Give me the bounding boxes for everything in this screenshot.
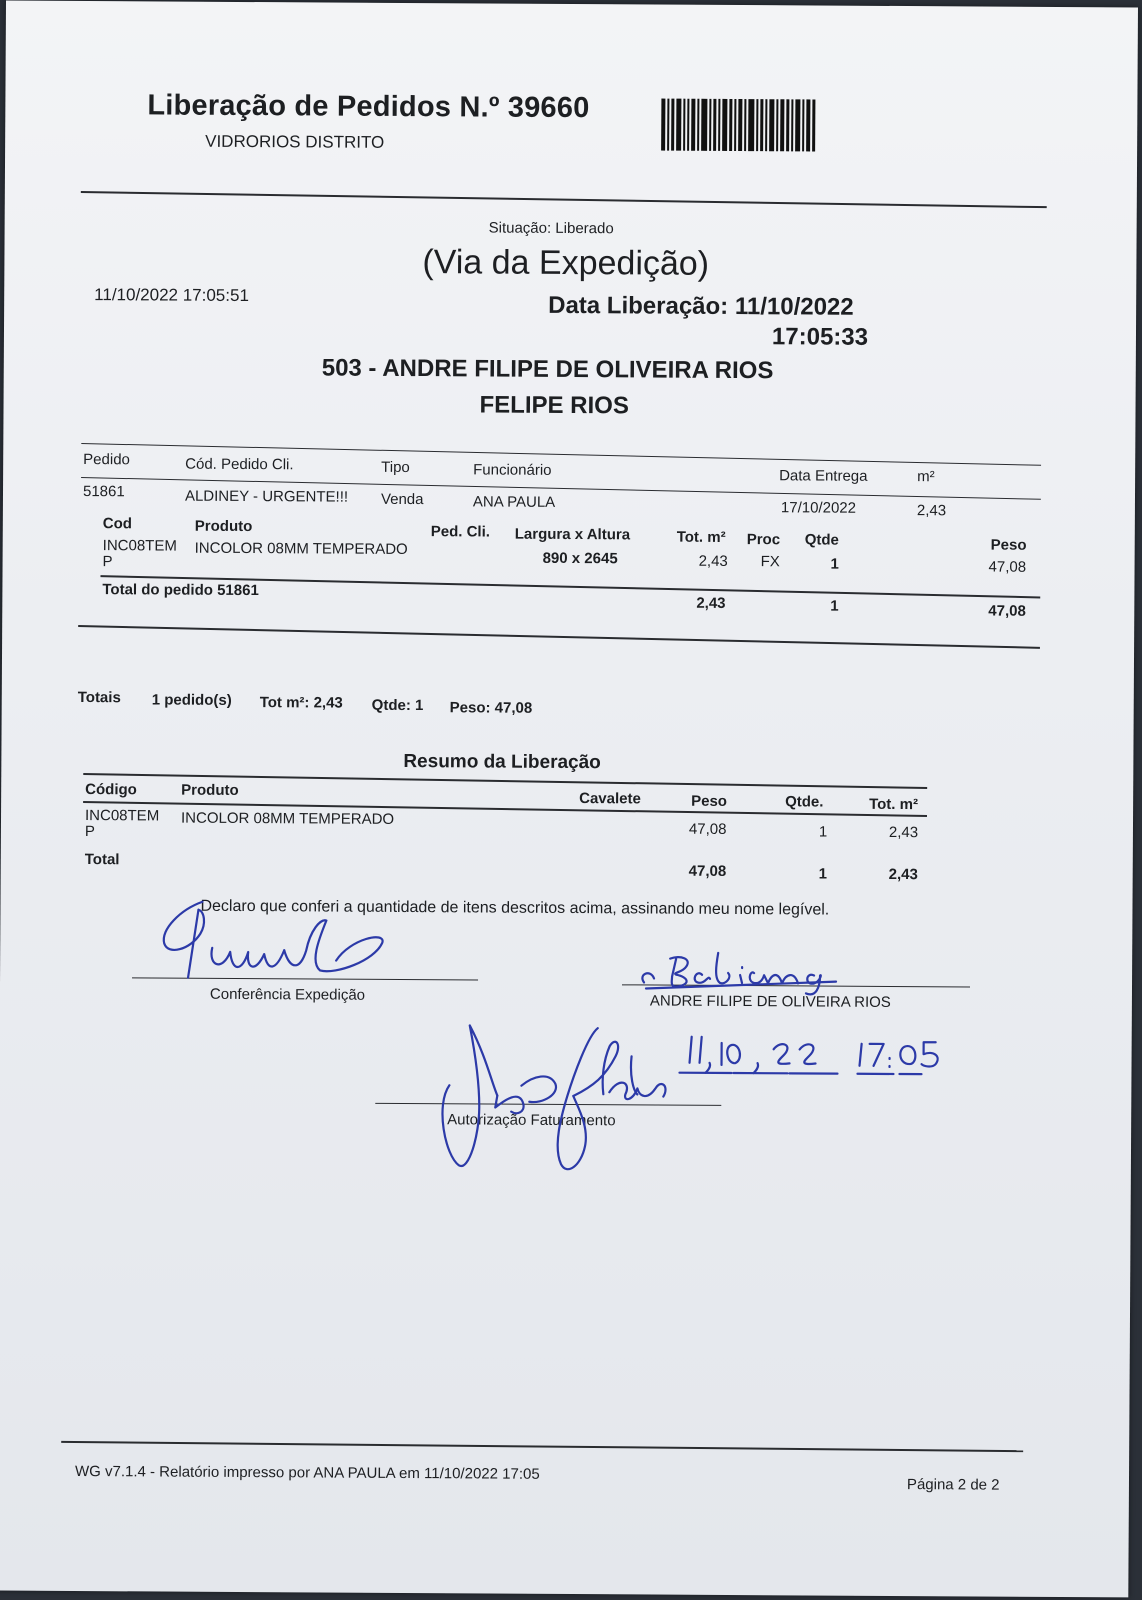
col-pedido: Pedido [83, 451, 130, 469]
totais-label: Totais [77, 688, 121, 707]
data-liberacao: Data Liberação: 11/10/2022 [548, 291, 854, 321]
item-produto: INCOLOR 08MM TEMPERADO [194, 539, 408, 559]
resumo-total-tot-m2: 2,43 [888, 865, 918, 884]
resumo-codigo-line2: P [84, 823, 96, 841]
cell-pedido: 51861 [82, 483, 125, 501]
resumo-col-cavalete: Cavalete [579, 790, 641, 808]
barcode [661, 99, 817, 152]
resumo-peso: 47,08 [688, 820, 727, 838]
col-tipo: Tipo [381, 458, 410, 477]
via-label: (Via da Expedição) [422, 243, 710, 283]
item-dimensoes: 890 x 2645 [542, 549, 618, 568]
resumo-qtde: 1 [818, 823, 828, 841]
resumo-codigo-line1: INC08TEM [84, 807, 160, 825]
col-proc: Proc [746, 531, 781, 549]
document-sheet [0, 1, 1138, 1598]
pedido-total-qtde: 1 [830, 597, 839, 615]
footer-page-number: Página 2 de 2 [906, 1476, 1000, 1494]
autorizacao-signature [425, 1015, 706, 1187]
item-cod-line1: INC08TEM [102, 537, 177, 555]
client-nickname: FELIPE RIOS [479, 391, 629, 420]
col-produto: Produto [194, 517, 253, 536]
conferencia-label: Conferência Expedição [209, 985, 366, 1004]
resumo-title: Resumo da Liberação [403, 750, 601, 774]
item-cod-line2: P [102, 553, 113, 571]
hora-liberacao: 17:05:33 [771, 323, 869, 351]
col-largura-altura: Largura x Altura [514, 525, 631, 544]
item-qtde: 1 [830, 555, 839, 573]
cell-tipo: Venda [380, 490, 424, 509]
col-m2: m² [917, 468, 935, 486]
footer-print-info: WG v7.1.4 - Relatório impresso por ANA PAULA em 11/10/2022 17:05 [74, 1462, 540, 1483]
totais-qtde: Qtde: 1 [371, 696, 424, 715]
col-peso: Peso [990, 536, 1027, 554]
handwritten-date-time [677, 1029, 957, 1087]
item-tot-m2: 2,43 [698, 552, 728, 570]
company-name: VIDRORIOS DISTRITO [205, 131, 385, 152]
conferencia-signature [150, 889, 411, 991]
header-divider [81, 191, 1047, 208]
client-name: 503 - ANDRE FILIPE DE OLIVEIRA RIOS [321, 354, 774, 385]
declaration-text: Declaro que conferi a quantidade de itens descritos acima, assinando meu nome legível. [200, 897, 830, 919]
cliente-signature [636, 944, 856, 997]
cell-funcionario: ANA PAULA [472, 493, 556, 511]
col-ped-cli: Ped. Cli. [430, 523, 491, 541]
resumo-total-label: Total [84, 851, 120, 869]
autorizacao-label: Autorização Faturamento [447, 1111, 616, 1130]
pedido-total-m2: 2,43 [696, 594, 726, 612]
col-tot-m2: Tot. m² [676, 528, 726, 546]
col-funcionario: Funcionário [473, 461, 552, 479]
totais-peso: Peso: 47,08 [449, 699, 533, 717]
resumo-col-qtde: Qtde. [785, 793, 824, 811]
item-peso: 47,08 [988, 558, 1027, 576]
totais-tot-m2: Tot m²: 2,43 [259, 694, 343, 712]
resumo-tot-m2: 2,43 [888, 823, 919, 842]
document-title: Liberação de Pedidos N.º 39660 [147, 89, 590, 125]
resumo-produto: INCOLOR 08MM TEMPERADO [180, 809, 395, 828]
resumo-col-tot-m2: Tot. m² [869, 795, 919, 814]
col-qtde: Qtde [804, 531, 839, 549]
print-timestamp: 11/10/2022 17:05:51 [94, 285, 249, 306]
cliente-label: ANDRE FILIPE DE OLIVEIRA RIOS [649, 992, 891, 1011]
resumo-total-qtde: 1 [818, 865, 828, 883]
situacao-label: Situação: Liberado [488, 219, 614, 238]
cell-data-entrega: 17/10/2022 [780, 499, 857, 517]
item-proc: FX [760, 553, 780, 571]
cell-m2: 2,43 [916, 502, 947, 520]
pedido-total-peso: 47,08 [988, 602, 1026, 620]
resumo-col-codigo: Código [85, 781, 137, 799]
col-data-entrega: Data Entrega [779, 467, 868, 485]
resumo-total-peso: 47,08 [688, 862, 727, 880]
totais-pedidos: 1 pedido(s) [151, 691, 232, 709]
col-cod: Cod [102, 515, 133, 533]
col-cod-pedido-cli: Cód. Pedido Cli. [185, 455, 294, 474]
pedido-table-bottom-rule [78, 625, 1040, 649]
resumo-col-peso: Peso [691, 792, 728, 810]
footer-rule [61, 1441, 1023, 1452]
resumo-col-produto: Produto [181, 781, 239, 799]
pedido-total-label: Total do pedido 51861 [102, 581, 259, 600]
cell-cod-pedido-cli: ALDINEY - URGENTE!!! [184, 487, 349, 506]
